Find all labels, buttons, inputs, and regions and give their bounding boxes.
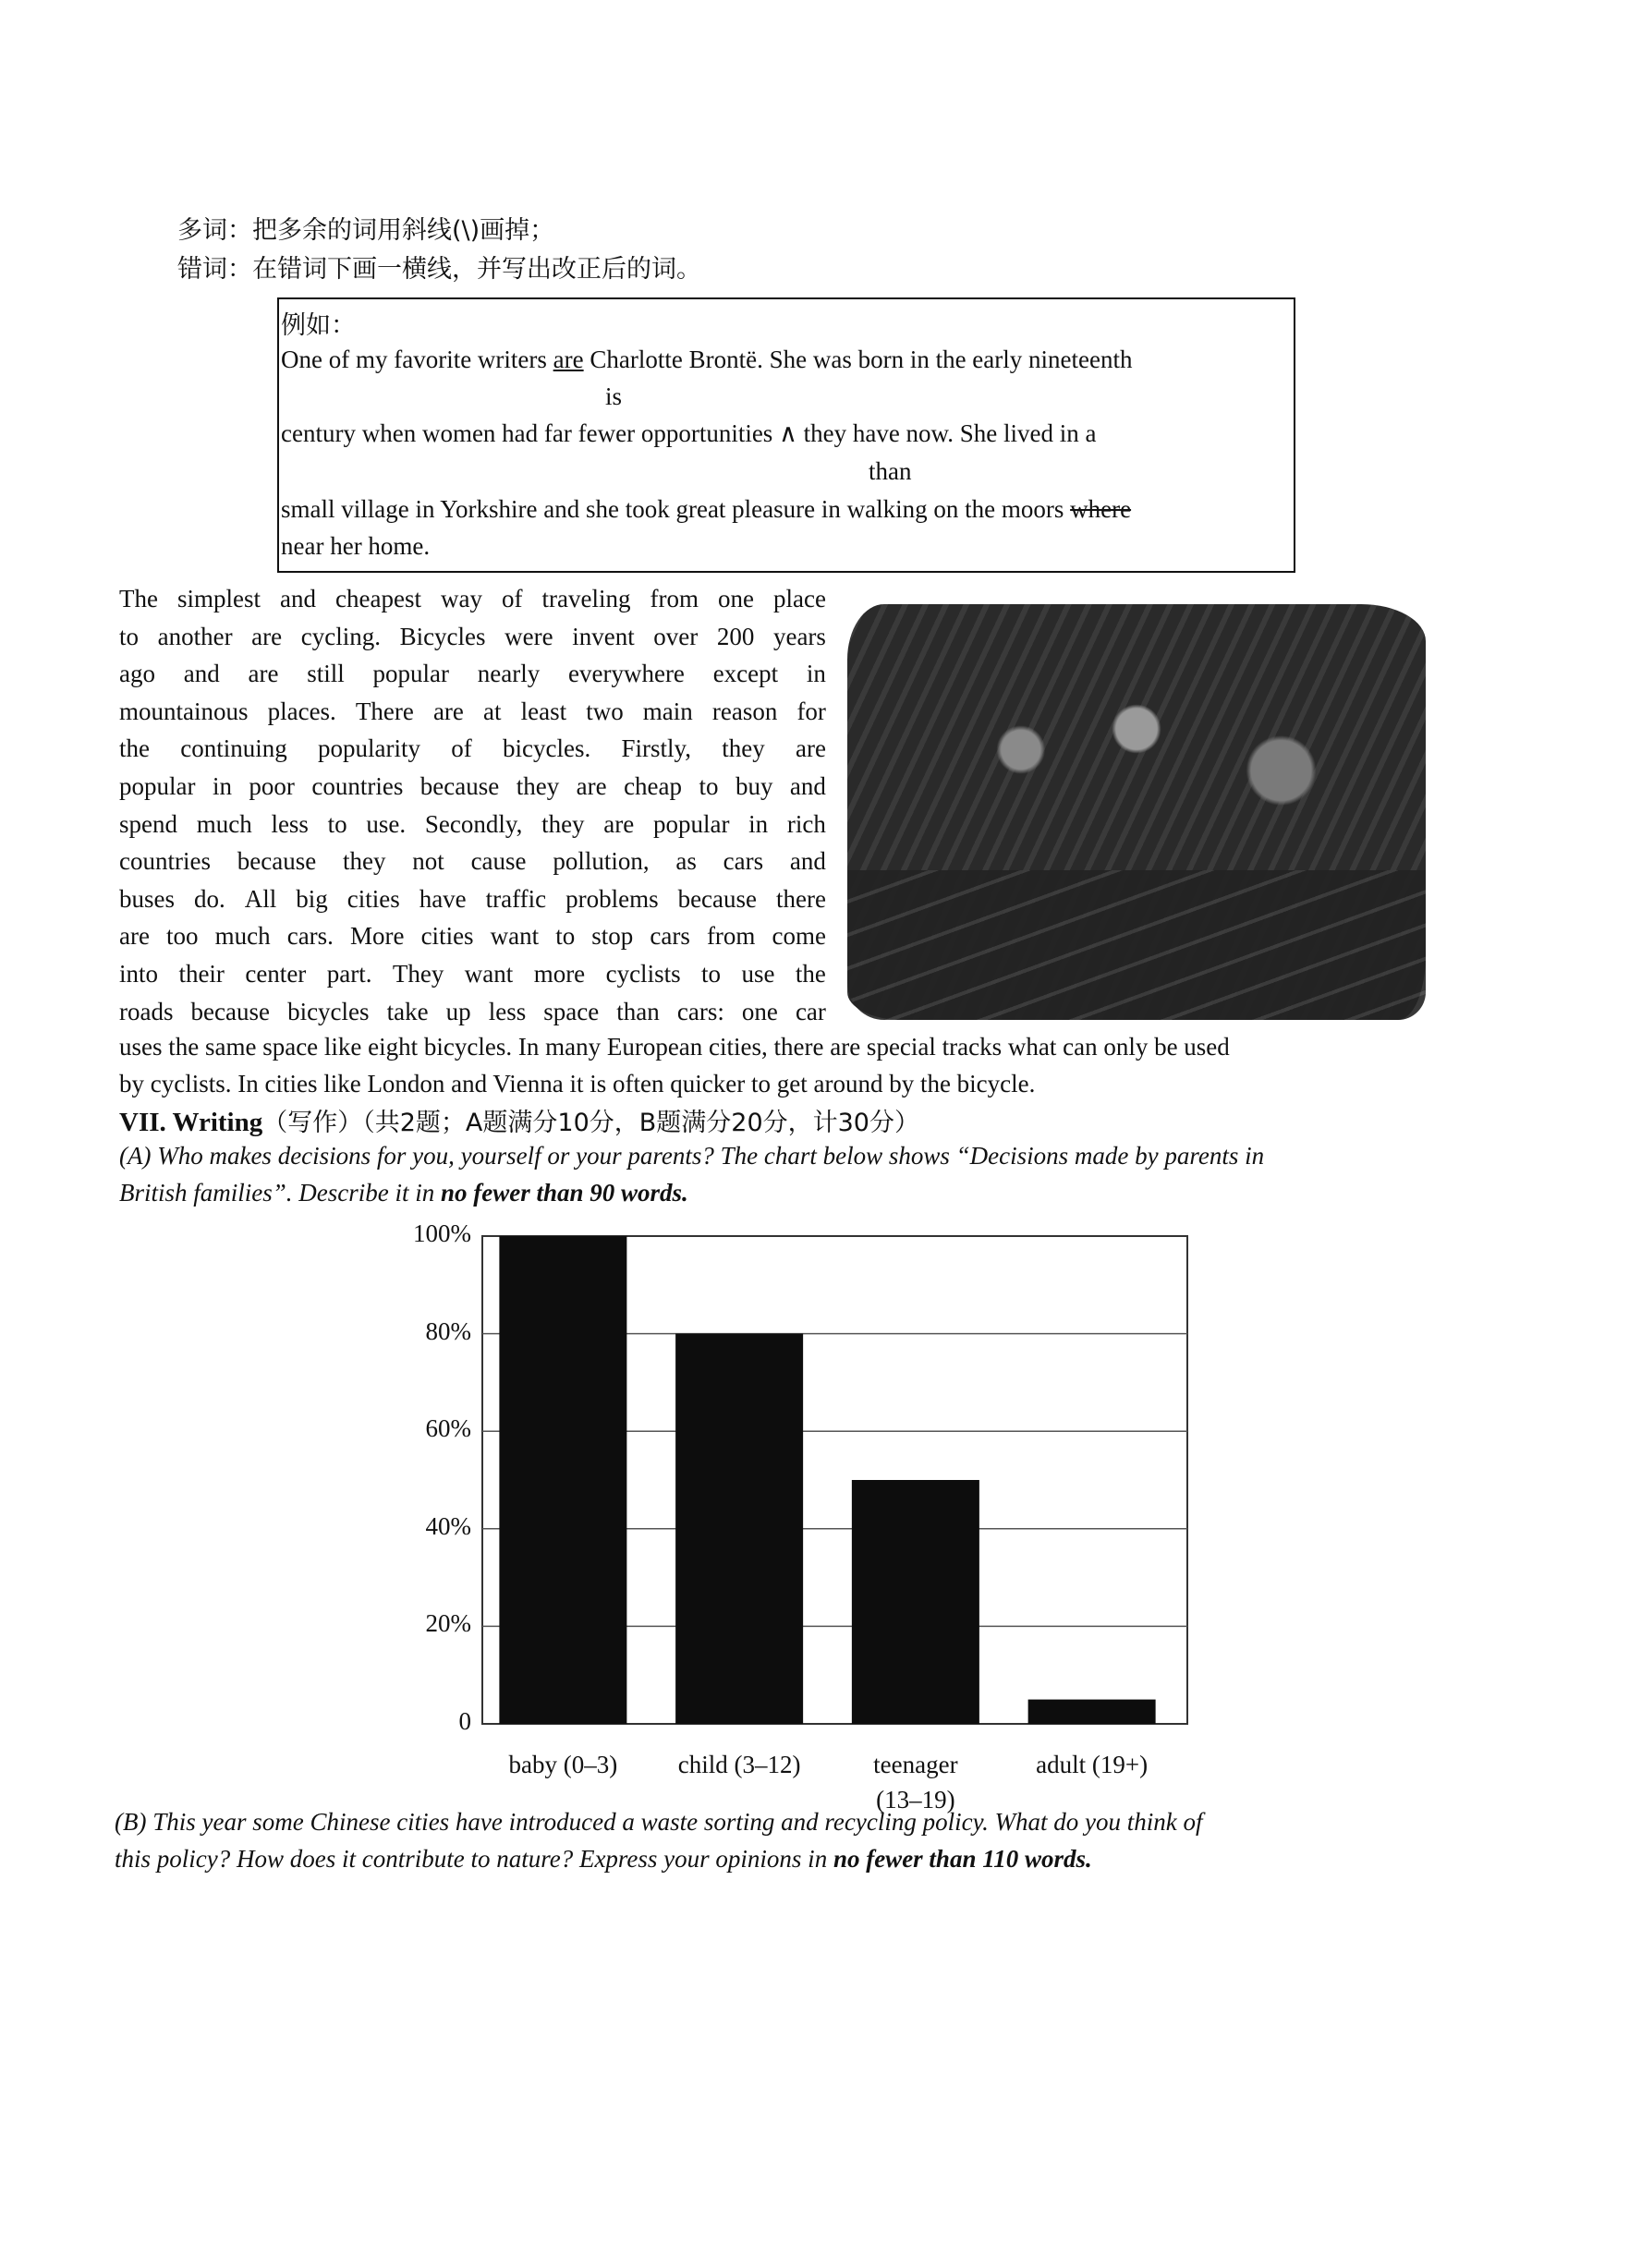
passage-word: years	[772, 622, 826, 650]
passage-word: from	[650, 585, 699, 612]
passage-word: much	[214, 922, 271, 951]
y-tick-label: 100%	[413, 1219, 471, 1247]
passage-word: buy	[735, 771, 773, 800]
passage-word: continuing	[180, 734, 287, 763]
y-tick-label: 40%	[425, 1511, 471, 1540]
passage-word: are	[576, 771, 607, 800]
passage-word: the	[795, 959, 826, 988]
passage-word: up	[445, 997, 471, 1025]
passage-word: in	[806, 660, 826, 688]
passage-word: less	[271, 809, 309, 838]
y-tick-label: 60%	[425, 1414, 471, 1443]
passage-word: and	[183, 660, 220, 688]
task-a-line-1: (A) Who makes decisions for you, yourself or your parents? The chart below shows “Decisions made by parents in	[119, 1142, 1265, 1170]
y-tick-label: 20%	[425, 1609, 471, 1638]
passage-word: cheapest	[335, 585, 421, 612]
passage-word: are	[251, 622, 283, 650]
passage-wide-line-1: uses the same space like eight bicycles. In many European cities, there are special tracks what can only be used	[119, 1033, 1230, 1061]
insert-caret-icon: ∧	[779, 419, 797, 447]
passage-word: cycling.	[300, 622, 381, 650]
passage-word: of	[451, 734, 472, 763]
passage-word: more	[533, 959, 586, 988]
passage-word: least	[520, 697, 567, 725]
passage-word: traveling	[541, 585, 631, 612]
passage-word: use.	[366, 809, 407, 838]
passage-word: use	[741, 959, 775, 988]
example-label: 例如：	[281, 311, 356, 340]
passage-word: they	[516, 771, 560, 800]
passage-word: part.	[326, 959, 372, 988]
example-struck-word: where	[1070, 495, 1132, 523]
passage-word: The	[119, 585, 158, 612]
passage-word: because	[419, 771, 500, 800]
passage-word: way	[441, 585, 482, 612]
passage-word: to	[701, 959, 722, 988]
passage-word: and	[280, 585, 317, 612]
passage-word: less	[488, 997, 527, 1025]
passage-word: and	[789, 771, 826, 800]
passage-word: they	[541, 809, 585, 838]
passage-word: at	[483, 697, 502, 725]
passage-word: as	[675, 847, 697, 876]
task-a-line-2: British families”. Describe it in no fewer than 90 words.	[119, 1179, 688, 1207]
passage-word: over	[653, 622, 699, 650]
passage-word: invent	[572, 622, 635, 650]
passage-wide-line-2: by cyclists. In cities like London and Vienna it is often quicker to get around by the bicycle.	[119, 1070, 1036, 1098]
passage-word: simplest	[177, 585, 261, 612]
passage-word: want	[490, 922, 540, 951]
task-b-line-1: (B) This year some Chinese cities have introduced a waste sorting and recycling policy. What do you think of	[115, 1808, 1203, 1836]
example-line-1: One of my favorite writers are Charlotte Brontë. She was born in the early nineteenth	[281, 346, 1133, 373]
passage-word: than	[616, 997, 660, 1025]
passage-word: the	[119, 734, 150, 763]
passage-word: cheap	[624, 771, 683, 800]
passage-word: because	[677, 884, 758, 913]
passage-word: cities	[420, 922, 474, 951]
passage-word: want	[464, 959, 514, 988]
passage-word: of	[502, 585, 523, 612]
passage-word: places.	[267, 697, 336, 725]
y-tick-label: 80%	[425, 1316, 471, 1345]
example-correction-than: than	[869, 457, 912, 485]
passage-word: cause	[470, 847, 527, 876]
passage-word: countries	[119, 847, 211, 876]
y-tick-label: 0	[458, 1707, 471, 1735]
passage-word: because	[190, 997, 270, 1025]
passage-word: come	[772, 922, 826, 951]
passage-word: another	[157, 622, 233, 650]
passage-word: to	[555, 922, 576, 951]
bar	[1028, 1700, 1156, 1724]
passage-word: pollution,	[553, 847, 650, 876]
passage-word: popularity	[318, 734, 420, 763]
passage-word: for	[796, 697, 826, 725]
passage-word: except	[712, 660, 779, 688]
passage-word: countries	[311, 771, 404, 800]
passage-word: to	[327, 809, 347, 838]
passage-word: They	[392, 959, 444, 988]
passage-word: in	[748, 809, 769, 838]
example-error-word: are	[553, 346, 584, 373]
passage-word: spend	[119, 809, 177, 838]
passage-word: are	[795, 734, 826, 763]
writing-heading: VII. Writing（写作）（共2题；A题满分10分，B题满分20分，计30分）	[119, 1108, 919, 1137]
passage-word: are	[119, 922, 150, 951]
passage-word: one	[718, 585, 754, 612]
passage-word: traffic	[485, 884, 547, 913]
passage-word: More	[350, 922, 405, 951]
x-tick-label: adult (19+)	[1036, 1751, 1149, 1778]
passage-word: do.	[193, 884, 225, 913]
x-tick-label: child (3–12)	[677, 1751, 801, 1778]
passage-word: Bicycles	[399, 622, 486, 650]
passage-word: 200	[716, 622, 755, 650]
x-tick-label: (13–19)	[876, 1786, 955, 1813]
passage-word: cars:	[676, 997, 724, 1025]
passage-word: they	[722, 734, 765, 763]
x-tick-label: teenager	[873, 1751, 958, 1778]
passage-word: and	[789, 847, 826, 876]
example-line-4: near her home.	[281, 532, 431, 560]
passage-word: they	[343, 847, 386, 876]
passage-word: main	[642, 697, 693, 725]
passage-word: are	[248, 660, 279, 688]
passage-word: rich	[786, 809, 826, 838]
passage-word: place	[773, 585, 826, 612]
passage-word: everywhere	[568, 660, 685, 688]
passage-word: roads	[119, 997, 174, 1025]
passage-word: popular	[652, 809, 730, 838]
passage-word: in	[212, 771, 232, 800]
passage-word: still	[307, 660, 345, 688]
passage-word: too	[166, 922, 199, 951]
passage-word: ago	[119, 660, 155, 688]
instruction-extra-word: 多词：把多余的词用斜线(\)画掉；	[177, 216, 555, 245]
passage-word: two	[586, 697, 624, 725]
passage-word: cars	[723, 847, 764, 876]
passage-word: poor	[249, 771, 295, 800]
instruction-wrong-word: 错词：在错词下画一横线，并写出改正后的词。	[177, 255, 701, 284]
passage-word: not	[412, 847, 444, 876]
passage-word: cities	[346, 884, 400, 913]
passage-word: into	[119, 959, 159, 988]
example-correction-is: is	[605, 382, 623, 410]
passage-word: center	[245, 959, 307, 988]
bar	[499, 1236, 626, 1724]
passage-word: bicycles.	[502, 734, 591, 763]
bar	[675, 1334, 803, 1724]
passage-word: stop	[591, 922, 634, 951]
passage-word: car	[795, 997, 826, 1025]
passage-word: problems	[565, 884, 659, 913]
passage-word: buses	[119, 884, 175, 913]
passage-word: cars.	[286, 922, 334, 951]
passage-word: are	[432, 697, 464, 725]
passage-word: to	[119, 622, 140, 650]
passage-word: from	[706, 922, 756, 951]
passage-word: were	[505, 622, 553, 650]
x-tick-label: baby (0–3)	[508, 1751, 618, 1778]
passage-word: cars	[650, 922, 690, 951]
passage-word: Secondly,	[424, 809, 523, 838]
example-line-3: small village in Yorkshire and she took great pleasure in walking on the moors where	[281, 495, 1132, 523]
example-line-2: century when women had far fewer opportunities ∧ they have now. She lived in a	[281, 419, 1097, 447]
passage-word: bicycles	[287, 997, 370, 1025]
passage-word: to	[699, 771, 719, 800]
passage-word: nearly	[477, 660, 541, 688]
passage-word: Firstly,	[621, 734, 691, 763]
passage-word: reason	[711, 697, 778, 725]
passage-word: All	[244, 884, 277, 913]
passage-word: much	[196, 809, 252, 838]
passage-word: space	[543, 997, 600, 1025]
passage-word: popular	[119, 771, 196, 800]
passage-word: mountainous	[119, 697, 249, 725]
passage-word: big	[296, 884, 328, 913]
passage-word: cyclists	[605, 959, 681, 988]
passage-word: popular	[372, 660, 449, 688]
task-b-line-2: this policy? How does it contribute to nature? Express your opinions in no fewer than 110 words.	[115, 1845, 1092, 1873]
passage-word: because	[237, 847, 317, 876]
passage-word: have	[419, 884, 467, 913]
passage-word: are	[603, 809, 635, 838]
passage-word: There	[355, 697, 414, 725]
passage-word: take	[386, 997, 429, 1025]
passage-word: there	[776, 884, 826, 913]
passage-word: their	[178, 959, 225, 988]
passage-word: one	[741, 997, 778, 1025]
bar	[852, 1480, 979, 1724]
